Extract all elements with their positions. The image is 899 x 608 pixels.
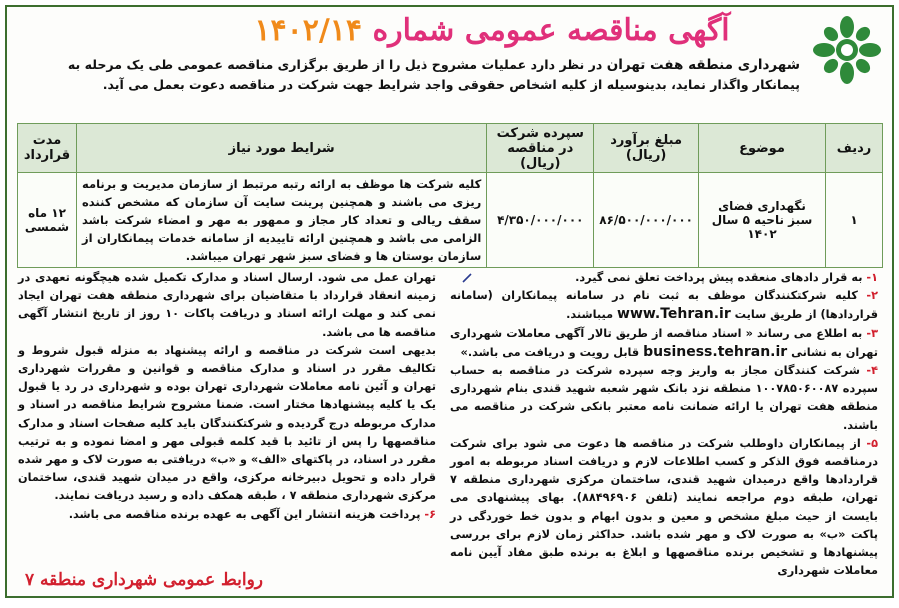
note-3: ۳- به اطلاع می رساند « اسناد مناقصه از طریق تالار آگهی معاملات شهرداری تهران به نشانی business.tehran.ir قابل رویت و دریافت می باشد.» xyxy=(450,326,879,360)
title-prefix: آگهی مناقصه عمومی شماره xyxy=(372,13,730,48)
tender-notice xyxy=(5,5,894,598)
pen-mark-icon xyxy=(461,272,473,284)
note-5: ۵- از پیمانکاران داوطلب شرکت در مناقصه ها دعوت می شود برای شرکت درمناقصه فوق الذکر و کسب اطلاعات لازم و دریافت اسناد مربوطه به امور قراردادها واقع درمیدان شهید قندی، ساختمان مرکزی شهرداری منطقه ۷ تهران، طبقه دوم مراجعه نمایند (تلفن ۸۸۴۹۶۹۰۶). بهای پیشنهادی می بایست از حیث مبلغ مشخص و معین و بدون ابهام و بدون خط خوردگی در پاکت «ب» به صورت لاک و مهر شده باشد. حداکثر زمان لازم برای بررسی پیشنهادها و تشخیص برنده مناقصهها و ابلاغ به برنده طبق مفاد آیین نامه معاملات شهرداری xyxy=(450,436,878,578)
intro-org: شهرداری منطقه هفت تهران xyxy=(606,57,800,73)
intro-text: در نظر دارد عملیات مشروح ذیل را از طریق برگزاری مناقصه عمومی طی یک مرحله به پیمانکار واگذار نماید، بدینوسیله از کلیه اشخاص حقوقی واجد شرایط جهت شرکت در مناقصه دعوت بعمل می آید. xyxy=(67,57,800,92)
header-deposit: سپرده شرکت در مناقصه (ریال) xyxy=(487,124,594,173)
municipality-logo-icon xyxy=(810,13,884,87)
header-conditions: شرایط مورد نیاز xyxy=(77,124,487,173)
cell-row-no: ۱ xyxy=(826,173,883,268)
note-1: ۱- به قرار دادهای منعقده پیش پرداخت تعلق نمی گیرد. xyxy=(575,271,878,284)
note-general: بدیهی است شرکت در مناقصه و ارائه پیشنهاد به منزله قبول شروط و تکالیف مقرر در اسناد و مدارک مناقصه و قوانین و مقررات شهرداری تهران و آئین نامه معاملات شهرداری تهران بوده و شهرداری در رد یا قبول یک یا کلیه پیشنهادها مختار است. ضمنا مشروح شرایط مناقصه در اسناد و مدارک مربوطه درج گردیده و شرکتکنندگان باید کلیه صفحات اسناد و مدارک مناقصهها را پس از تائید با قید کلمه قبولی مهر و امضا نموده و به ترتیب مقرر در اسناد، در پاکتهای «الف» و «ب» دریافتی به صورت لاک و مهر شده قرار داده و تحویل دبیرخانه مرکزی، واقع در میدان شهید قندی، ساختمان مرکزی شهرداری منطقه ۷ ، طبقه همکف داده و رسید دریافت نمایند. xyxy=(18,343,436,503)
intro-paragraph xyxy=(20,55,800,94)
footer-signature: روابط عمومی شهرداری منطقه ۷ xyxy=(25,570,264,590)
notes-left-column xyxy=(18,269,436,524)
site-link-business[interactable]: business.tehran.ir xyxy=(643,343,788,360)
note-4: ۴- شرکت کنندگان مجاز به واریز وجه سپرده شرکت در مناقصه به حساب سپرده ۱۰۰۷۸۵۰۶۰۰۸۷ منطقه نزد بانک شهر شعبه شهید قندی بنام شهرداری منطقه هفت تهران یا ارائه ضمانت نامه معتبر بانکی شرکت در مناقصه می باشند. xyxy=(450,364,878,432)
header-row-no: ردیف xyxy=(826,124,883,173)
cell-conditions: کلیه شرکت ها موظف به ارائه رتبه مرتبط از سازمان مدیریت و برنامه ریزی می باشند و همچنین پرینت سایت آن سازمان که مشخص کننده سقف ریالی و تعداد کار مجاز و ممهور به مهر و امضاء شرکت باشد الزامی می باشد و همچنین ارائه تاییدیه از سامانه خدمات پیمانکاران از سازمان بوستان ها و فضای سبز شهر تهران میباشد. xyxy=(77,173,487,268)
header-estimate: مبلغ برآورد (ریال) xyxy=(594,124,699,173)
title-number: ۱۴۰۲/۱۴ xyxy=(254,13,363,48)
site-link-tehran[interactable]: www.Tehran.ir xyxy=(617,306,731,323)
table-header-row xyxy=(18,124,883,173)
cell-estimate: ۸۶/۵۰۰/۰۰۰/۰۰۰ xyxy=(594,173,699,268)
tender-table xyxy=(17,123,883,268)
note-2: ۲- کلیه شرکتکنندگان موظف به ثبت نام در سامانه پیمانکاران (سامانه قراردادها) از طریق سایت www.Tehran.ir میباشند. xyxy=(450,289,878,323)
note-6: ۶- پرداخت هزینه انتشار این آگهی به عهده برنده مناقصه می باشد. xyxy=(68,507,436,521)
table-row xyxy=(18,173,883,268)
note-5-continued: تهران عمل می شود. ارسال اسناد و مدارک تکمیل شده هیچگونه تعهدی در زمینه انعقاد قرارداد با متقاضیان برای شهرداری منطقه هفت تهران ایجاد نمی کند و مهلت ارائه اسناد و دریافت پاکات ۱۰ روز از تاریخ انتشار آگهی مناقصه ها می باشد. xyxy=(18,271,436,339)
notice-title xyxy=(212,11,772,51)
header-duration: مدت قرارداد xyxy=(18,124,77,173)
cell-duration: ۱۲ ماه شمسی xyxy=(18,173,77,268)
cell-subject: نگهداری فضای سبز ناحیه ۵ سال ۱۴۰۲ xyxy=(699,173,826,268)
notes-right-column xyxy=(450,269,878,580)
cell-deposit: ۴/۳۵۰/۰۰۰/۰۰۰ xyxy=(487,173,594,268)
header-subject: موضوع xyxy=(699,124,826,173)
